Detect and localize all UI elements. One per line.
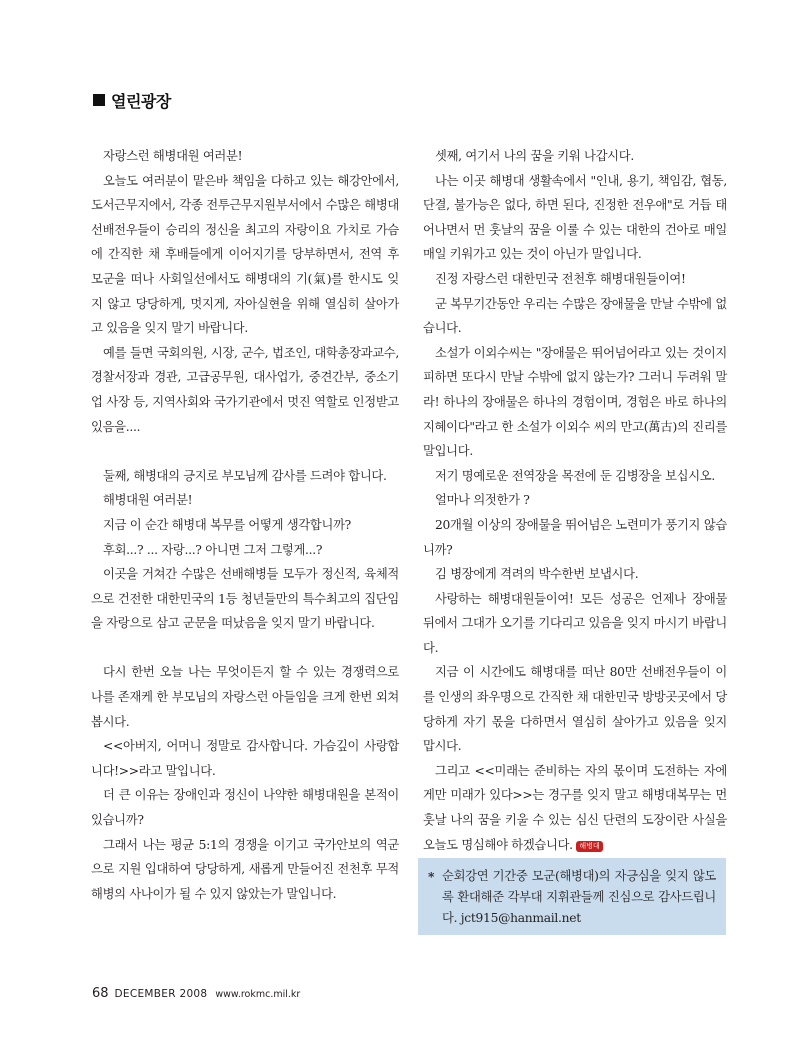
paragraph: 후회...? ... 자랑...? 아니면 그저 그렇게...? (103, 542, 323, 557)
paragraph: 지금 이 시간에도 해병대를 떠난 80만 선배전우들이 이를 인생의 좌우명으로 간직한 채 대한민국 방방곳곳에서 당당하게 자기 몫을 다하면서 열심히 살아가고 있음을 잊지 맙시다. (423, 665, 727, 754)
paragraph: 오늘도 여러분이 맡은바 책임을 다하고 있는 해강안에서, 도서근무지에서, 각종 전투근무지원부서에서 수많은 해병대 선배전우들이 승리의 정신을 최고의 자랑이요 가치로 가슴에 간직한 채 후배들에게 이어지기를 당부하면서, 전역 후 모군을 떠나 사회일선에서도 해병대의 기(氣)를 한시도 잊지 않고 당당하게, 멋지게, 자아실현을 위해 열심히 살아가고 있음을 잊지 말기 바랍니다. (91, 173, 399, 336)
paragraph: 이곳을 거쳐간 수많은 선배해병들 모두가 정신적, 육체적으로 건전한 대한민국의 1등 청년들만의 특수최고의 집단임을 자랑으로 삼고 군문을 떠났음을 잊지 말기 바랍니다. (91, 567, 399, 631)
paragraph: 해병대원 여러분! (103, 493, 193, 508)
paragraph-text: 그리고 <<미래는 준비하는 자의 몫이며 도전하는 자에게만 미래가 있다>>는 경구를 잊지 말고 해병대복무는 먼 훗날 나의 꿈을 키울 수 있는 심신 단련의 도장이란 사실을 오늘도 명심해야 하겠습니다. (423, 763, 727, 852)
paragraph: 사랑하는 해병대원들이여! 모든 성공은 언제나 장애물 뒤에서 그대가 오기를 기다리고 있음을 잊지 마시기 바랍니다. (423, 591, 727, 655)
paragraph: 저기 명예로운 전역장을 목전에 둔 김병장을 보십시오. (435, 468, 715, 483)
paragraph: 진정 자랑스런 대한민국 전천후 해병대원들이여! (435, 271, 686, 286)
paragraph: 김 병장에게 격려의 박수한번 보냅시다. (435, 567, 639, 582)
paragraph: 20개월 이상의 장애물을 뛰어넘은 노련미가 풍기지 않습니까? (423, 517, 727, 557)
website-url: www.rokmc.mil.kr (215, 989, 301, 1000)
paragraph: 그래서 나는 평균 5:1의 경쟁을 이기고 국가안보의 역군으로 지원 입대하여 당당하게, 새롭게 만들어진 전천후 무적해병의 사나이가 될 수 있지 않았는가 말입니다. (91, 837, 399, 901)
note-text: 순회강연 기간중 모군(해병대)의 자긍심을 잊지 않도록 환대해준 각부대 지휘관들께 진심으로 감사드립니다. jct915@hanmail.net (442, 869, 716, 925)
paragraph: 더 큰 이유는 장애인과 정신이 나약한 해병대원을 본적이 있습니까? (91, 788, 399, 828)
paragraph: 소설가 이외수씨는 "장애물은 뛰어넘어라고 있는 것이지 피하면 또다시 만날 수밖에 없지 않는가? 그러니 두려워 말라! 하나의 장애물은 하나의 경험이며, 경험은 바로 하나의 지혜이다"라고 한 소설가 이외수 씨의 만고(萬古)의 진리를 말입니다. (423, 345, 727, 459)
note-star: * (428, 869, 435, 884)
end-mark: 해병대 (576, 841, 602, 852)
paragraph: <<아버지, 어머니 정말로 감사합니다. 가슴깊이 사랑합니다!>>라고 말입니다. (91, 739, 399, 778)
section-title: 열린광장 (111, 91, 171, 111)
magazine-issue: DECEMBER 2008 (114, 988, 208, 1000)
section-header (93, 88, 171, 112)
paragraph: 둘째, 해병대의 긍지로 부모님께 감사를 드려야 합니다. (103, 468, 387, 483)
right-column (423, 144, 727, 857)
left-column (91, 144, 399, 906)
footer (92, 986, 300, 1001)
paragraph: 다시 한번 오늘 나는 무엇이든지 할 수 있는 경쟁력으로 나를 존재케 한 부모님의 자랑스런 아들임을 크게 한번 외쳐 봅시다. (91, 665, 399, 729)
paragraph: 얼마나 의젓한가 ? (435, 493, 530, 508)
paragraph: 자랑스런 해병대원 여러분! (103, 149, 243, 163)
note-box (418, 858, 726, 935)
paragraph-final (423, 759, 727, 857)
paragraph: 군 복무기간동안 우리는 수많은 장애물을 만날 수밖에 없습니다. (423, 296, 727, 336)
paragraph: 셋째, 여기서 나의 꿈을 키워 나갑시다. (435, 149, 634, 163)
paragraph: 예를 들면 국회의원, 시장, 군수, 법조인, 대학총장과교수, 경찰서장과 경관, 고급공무원, 대사업가, 중견간부, 중소기업 사장 등, 지역사회와 국가기관에서 멋진 역할로 인정받고 있음을.... (91, 345, 399, 434)
page-number: 68 (92, 986, 109, 1001)
square-bullet-icon (93, 94, 105, 106)
paragraph: 나는 이곳 해병대 생활속에서 "인내, 용기, 책임감, 협동, 단결, 불가능은 없다, 하면 된다, 진정한 전우애"로 거듭 태어나면서 먼 훗날의 꿈을 이룰 수 있는 대한의 건아로 매일매일 키워가고 있는 것이 아닌가 말입니다. (423, 173, 727, 262)
paragraph: 지금 이 순간 해병대 복무를 어떻게 생각합니까? (103, 517, 351, 532)
